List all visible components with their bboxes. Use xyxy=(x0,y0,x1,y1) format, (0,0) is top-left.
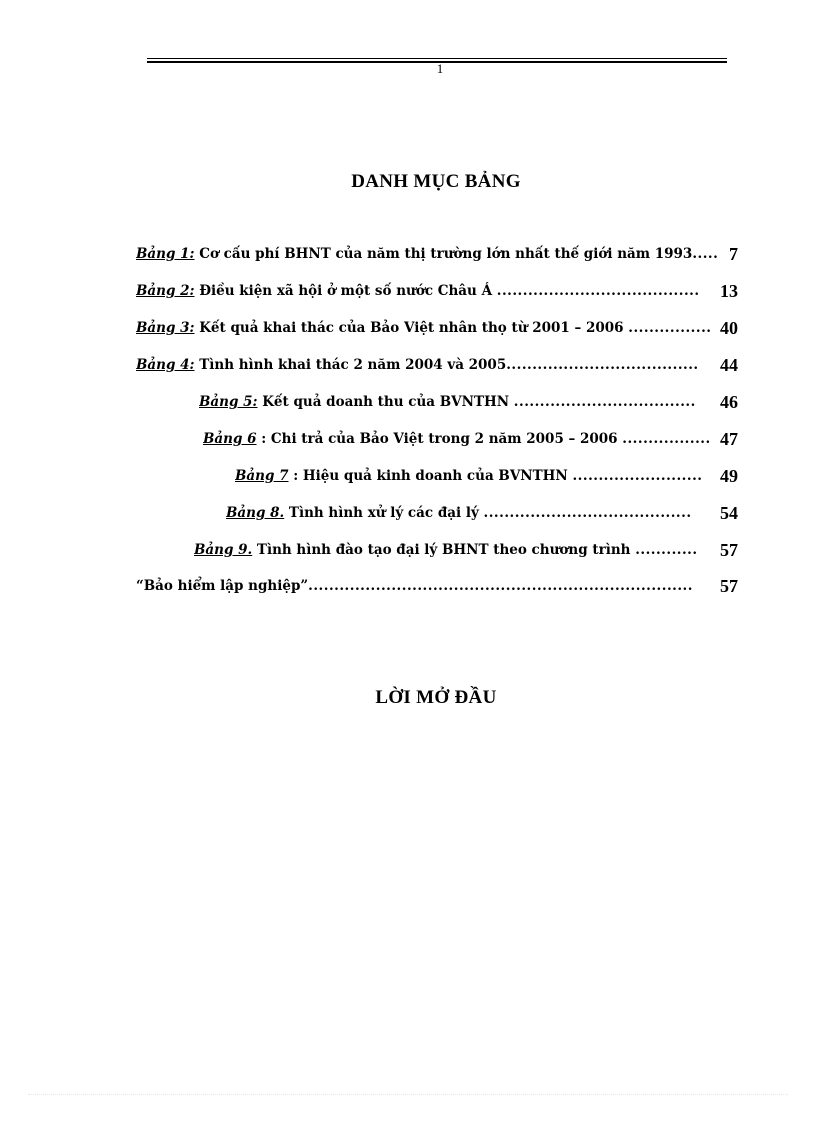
page-number: 1 xyxy=(436,61,444,76)
toc-entry-text: Cơ cấu phí BHNT của năm thị trường lớn nhất thế giới năm 1993 xyxy=(194,246,693,262)
toc-entry-leader: ..... xyxy=(692,246,719,262)
toc-entry-leader: ................................... xyxy=(513,394,696,410)
toc-entry-8[interactable] xyxy=(226,502,706,524)
toc-entry-page: 47 xyxy=(720,429,738,449)
toc-entry-label: Bảng 3: xyxy=(136,320,195,336)
toc-entry-page: 44 xyxy=(720,355,738,375)
toc-entry-leader: ........................................ xyxy=(483,505,692,521)
toc-entry-page: 13 xyxy=(720,281,738,301)
toc-entry-6[interactable] xyxy=(203,428,711,450)
toc-entry-leader: ................ xyxy=(628,320,712,336)
toc-entry-label: Bảng 1: xyxy=(136,246,195,262)
toc-entry-text: Kết quả khai thác của Bảo Việt nhân thọ từ 2001 – 2006 xyxy=(194,320,629,336)
toc-entry-leader: ....................................... xyxy=(496,283,700,299)
toc-entry-label: Bảng 2: xyxy=(136,283,195,299)
toc-entry-text: Tình hình đào tạo đại lý BHNT theo chương trình xyxy=(252,542,636,558)
toc-entry-label: Bảng 4: xyxy=(136,357,195,373)
footer-dotted-line xyxy=(28,1094,788,1095)
toc-entry-3[interactable] xyxy=(136,317,712,339)
toc-entry-leader: ......................... xyxy=(572,468,703,484)
toc-entry-page: 57 xyxy=(720,540,738,560)
toc-entry-9[interactable] xyxy=(194,539,712,561)
toc-entry-text: : Hiệu quả kinh doanh của BVNTHN xyxy=(288,468,573,484)
intro-title: LỜI MỞ ĐẦU xyxy=(375,687,497,708)
toc-entry-1[interactable] xyxy=(136,243,726,265)
toc-entry-leader: ................. xyxy=(622,431,711,447)
toc-entry-text: : Chi trả của Bảo Việt trong 2 năm 2005 – 2006 xyxy=(256,431,623,447)
toc-entry-leader: ............ xyxy=(635,542,698,558)
toc-entry-text: Tình hình khai thác 2 năm 2004 và 2005 xyxy=(194,357,507,373)
toc-entry-label: Bảng 6 xyxy=(203,431,257,447)
toc-entry-text: Kết quả doanh thu của BVNTHN xyxy=(257,394,514,410)
toc-entry-2[interactable] xyxy=(136,280,706,302)
toc-entry-page: 49 xyxy=(720,466,738,486)
toc-entry-leader: .......................................................................... xyxy=(308,578,693,594)
toc-entry-leader: ..................................... xyxy=(506,357,699,373)
toc-entry-text: Tình hình xử lý các đại lý xyxy=(284,505,484,521)
toc-entry-text: Điều kiện xã hội ở một số nước Châu Á xyxy=(194,283,497,299)
toc-entry-page: 57 xyxy=(720,576,738,596)
toc-entry-label: Bảng 5: xyxy=(199,394,258,410)
toc-entry-7[interactable] xyxy=(235,465,706,487)
toc-entry-page: 7 xyxy=(729,244,738,264)
toc-entry-4[interactable] xyxy=(136,354,706,376)
toc-entry-label: Bảng 7 xyxy=(235,468,289,484)
header-rule-thin xyxy=(147,58,727,59)
toc-entry-label: Bảng 9. xyxy=(194,542,253,558)
toc-entry-9-continuation[interactable] xyxy=(136,575,696,597)
toc-entry-page: 54 xyxy=(720,503,738,523)
toc-entry-5[interactable] xyxy=(199,391,706,413)
toc-entry-text: “Bảo hiểm lập nghiệp” xyxy=(136,578,309,594)
toc-entry-page: 46 xyxy=(720,392,738,412)
toc-title: DANH MỤC BẢNG xyxy=(351,171,521,192)
toc-entry-label: Bảng 8. xyxy=(226,505,285,521)
toc-entry-page: 40 xyxy=(720,318,738,338)
